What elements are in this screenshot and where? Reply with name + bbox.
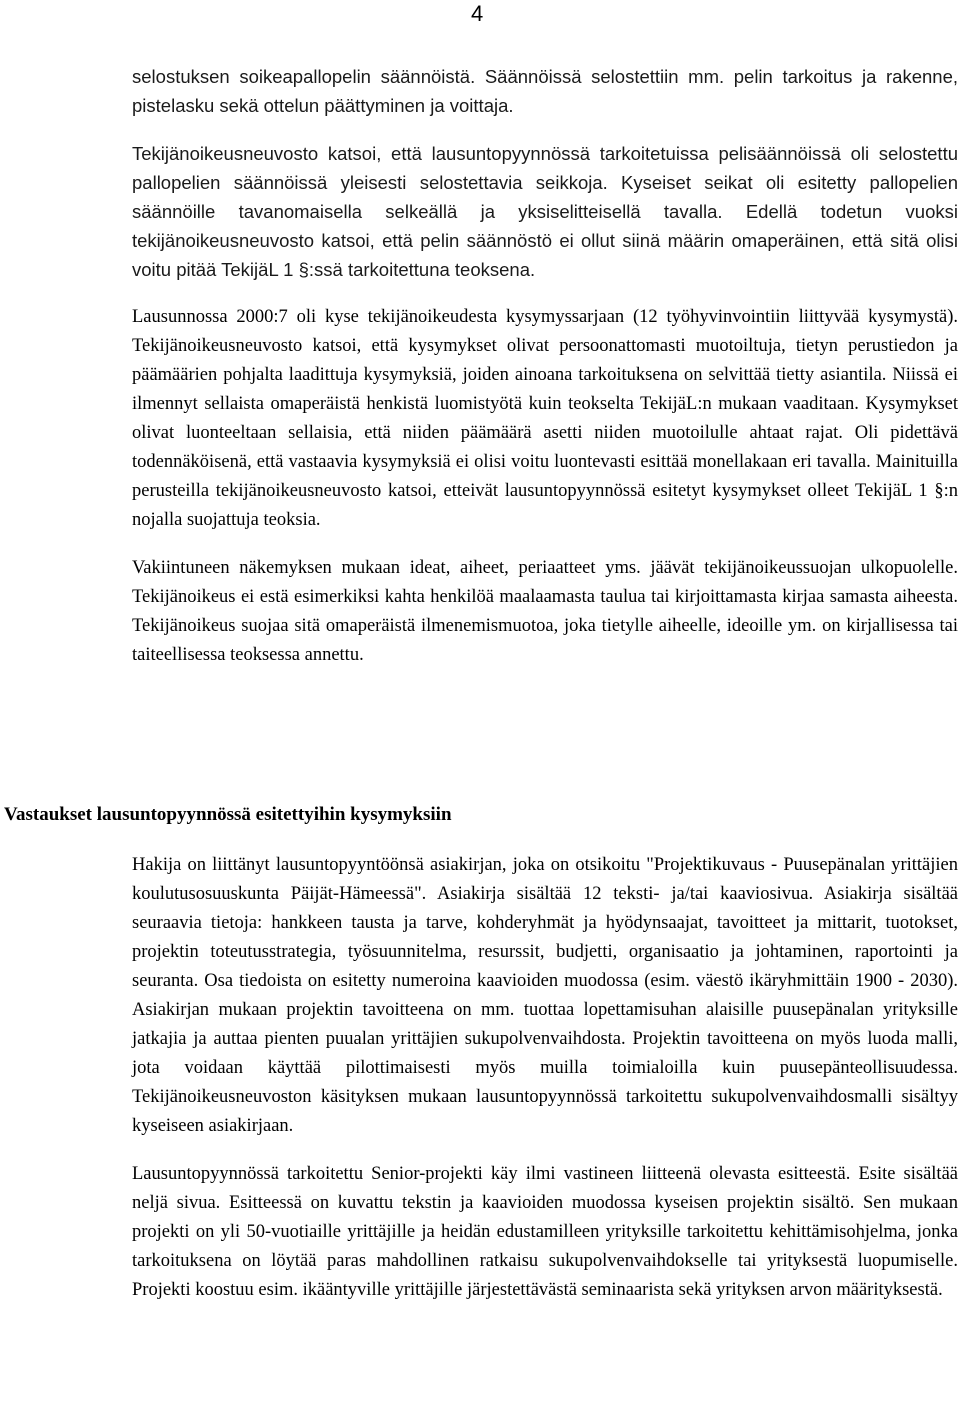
section-heading: Vastaukset lausuntopyynnössä esitettyihin kysymyksiin — [4, 804, 452, 825]
paragraph-gap — [132, 535, 958, 554]
paragraph-gap — [132, 284, 958, 303]
paragraph-senior-project: Lausuntopyynnössä tarkoitettu Senior-projekti käy ilmi vastineen liitteenä olevasta esitteestä. Esite sisältää neljä sivua. Esitteessä on kuvattu tekstin ja kaavioiden muodossa kyseisen projektin sisältö. Sen mukaan projekti on yli 50-vuotiaille yrittäjille ja heidän edustamilleen yrityksille tarkoitettu kehittämisohjelma, jonka tarkoituksena on löytää paras mahdollinen ratkaisu sukupolvenvaihdokselle tai yrityksestä luopumiselle. Projekti koostuu esim. ikääntyville yrittäjille järjestettävästä seminaarista sekä yrityksen arvon määrityksestä. — [132, 1164, 958, 1300]
page-number: 4 — [471, 1, 484, 26]
paragraph-rules-description: selostuksen soikeapallopelin säännöistä. Säännöissä selostettiin mm. pelin tarkoitus ja rakenne, pistelasku sekä ottelun päättyminen ja voittaja. — [132, 66, 958, 116]
paragraph-gap — [132, 120, 958, 139]
paragraph-gap — [132, 1141, 958, 1160]
paragraph-statement-2000-7: Lausunnossa 2000:7 oli kyse tekijänoikeudesta kysymyssarjaan (12 työhyvinvointiin liittyvää kysymystä). Tekijänoikeusneuvosto katsoi, että kysymykset olivat persoonattomasti muotoiltuja, tietyn perustiedon ja päämäärien pohjalta laadittuja kysymyksiä, joiden ainoana tarkoituksena on selvittää tietty asiantila. Niissä ei ilmennyt sellaista omaperäistä henkistä luomistyötä kuin teokselta TekijäL:n mukaan vaaditaan. Kysymykset olivat luonteeltaan sellaisia, että niiden päämäärä asetti niiden muotoilulle ahtaat rajat. Oli pidettävä todennäköisenä, että vastaavia kysymyksiä ei olisi voitu luontevasti esittää monellakaan eri tavalla. Mainituilla perusteilla tekijänoikeusneuvosto katsoi, etteivät lausuntopyynnössä esitetyt kysymykset olleet TekijäL 1 §:n nojalla suojattuja teoksia. — [132, 307, 958, 530]
paragraph-council-opinion: Tekijänoikeusneuvosto katsoi, että lausuntopyynnössä tarkoitetuissa pelisäännöissä oli selostettu pallopelien säännöissä yleisesti selostettavia seikkoja. Kyseiset seikat oli esitetty pallopelien säännöille tavanomaisella selkeällä ja yksiselitteisellä tavalla. Edellä todetun vuoksi tekijänoikeusneuvosto katsoi, että pelin säännöstö ei ollut siinä määrin omaperäinen, että sitä olisi voitu pitää TekijäL 1 §:ssä tarkoitettuna teoksena. — [132, 143, 958, 280]
paragraph-project-description: Hakija on liittänyt lausuntopyyntöönsä asiakirjan, joka on otsikoitu "Projektikuvaus - Puusepänalan yrittäjien koulutusosuuskunta Päijät-Hämeessä". Asiakirja sisältää 12 teksti- ja/tai kaaviosivua. Asiakirja sisältää seuraavia tietoja: hankkeen tausta ja tarve, kohderyhmät ja hyödynsaajat, tavoitteet ja mittarit, tuotokset, projektin toteutusstrategia, työsuunnitelma, resurssit, budjetti, organisaatio ja johtaminen, raportointi ja seuranta. Osa tiedoista on esitetty numeroina kaavioiden muodossa (esim. väestö ikäryhmittäin 1900 - 2030). Asiakirjan mukaan projektin tavoitteena on mm. tuottaa lopettamisuhan alaisille puusepänalan yrityksille jatkajia ja auttaa pienten puualan yrittäjien sukupolvenvaihdosta. Projektin tavoitteena on myös luoda malli, jota voidaan käyttää pilottimaisesti myös muilla toimialoilla kuin puusepänteollisuudessa. Tekijänoikeusneuvoston käsityksen mukaan lausuntopyynnössä tarkoitettu sukupolvenvaihdosmalli sisältyy kyseiseen asiakirjaan. — [132, 855, 958, 1136]
paragraph-ideas-not-protected: Vakiintuneen näkemyksen mukaan ideat, aiheet, periaatteet yms. jäävät tekijänoikeussuojan ulkopuolelle. Tekijänoikeus ei estä esimerkiksi kahta henkilöä maalaamasta taulua tai kirjoittamasta kirjaa samasta aiheesta. Tekijänoikeus suojaa sitä omaperäistä ilmenemismuotoa, joka tietylle aiheelle, ideoille ym. on kirjallisessa tai taiteellisessa teoksessa annettu. — [132, 558, 958, 665]
body-text-lower — [132, 851, 958, 1305]
body-text-upper — [132, 62, 958, 670]
